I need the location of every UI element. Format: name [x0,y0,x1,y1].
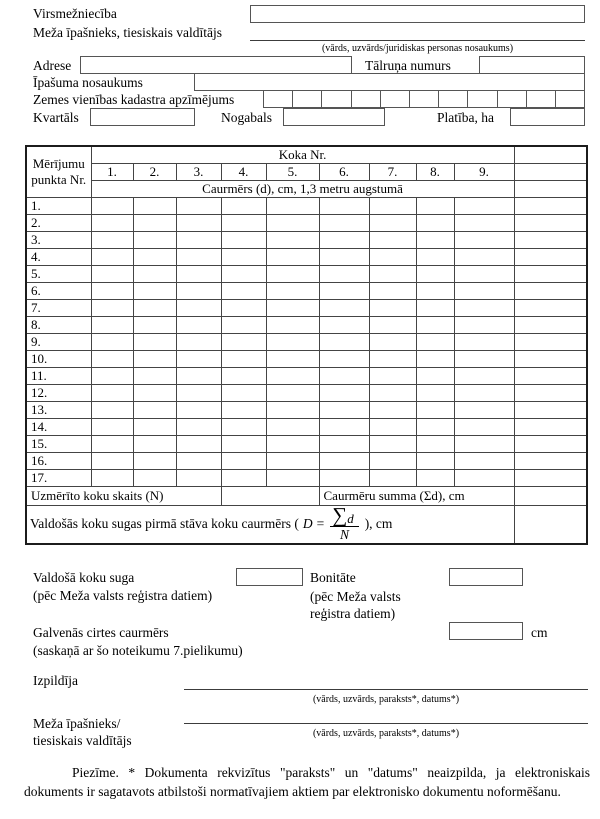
diameter-cell[interactable] [91,402,133,419]
diameter-cell[interactable] [454,266,514,283]
address-label: Adrese [33,58,72,73]
diameter-cell[interactable] [266,368,319,385]
formula-equals: = [316,516,325,532]
diameter-cell[interactable] [91,436,133,453]
diameter-cell[interactable] [369,300,416,317]
diameter-cell[interactable] [176,249,221,266]
diameter-cell[interactable] [133,351,176,368]
measure-point-label: 10. [26,351,91,368]
diameter-cell[interactable] [454,283,514,300]
extra-col-cell[interactable] [514,470,587,487]
extra-col-cell[interactable] [514,385,587,402]
diameter-cell[interactable] [91,198,133,215]
diameter-cell[interactable] [133,402,176,419]
diameter-cell[interactable] [91,300,133,317]
extra-col-cell[interactable] [514,300,587,317]
diameter-cell[interactable] [176,232,221,249]
cadastre-digit-boxes [263,90,585,108]
diameter-cell[interactable] [416,402,454,419]
diameter-cell[interactable] [133,249,176,266]
extra-col-cell[interactable] [514,419,587,436]
koka-col-header: 8. [416,164,454,181]
tree-count-cell[interactable] [221,487,319,506]
diameter-cell[interactable] [133,198,176,215]
dominant-species-label: Valdošā koku suga [33,570,135,585]
diameter-cell[interactable] [454,436,514,453]
diameter-cell[interactable] [133,215,176,232]
diameter-cell[interactable] [454,453,514,470]
kvartals-input[interactable] [90,108,195,126]
diameter-cell[interactable] [133,419,176,436]
diameter-cell[interactable] [369,266,416,283]
measure-point-label: 17. [26,470,91,487]
diameter-cell[interactable] [369,385,416,402]
diameter-cell[interactable] [369,215,416,232]
diameter-cell[interactable] [319,300,369,317]
diameter-cell[interactable] [319,436,369,453]
diameter-cell[interactable] [416,385,454,402]
extra-col-cell[interactable] [514,436,587,453]
cadastre-digit-box[interactable] [321,90,351,108]
extra-col-cell[interactable] [514,368,587,385]
diameter-cell[interactable] [221,283,266,300]
diameter-cell[interactable] [416,334,454,351]
diameter-cell[interactable] [319,232,369,249]
diameter-cell[interactable] [416,198,454,215]
diameter-cell[interactable] [454,300,514,317]
diameter-cell[interactable] [369,334,416,351]
cadastre-digit-box[interactable] [351,90,381,108]
extra-col-cell[interactable] [514,283,587,300]
diameter-cell[interactable] [91,266,133,283]
koka-col-header: 4. [221,164,266,181]
platiba-input[interactable] [510,108,585,126]
cadastre-digit-box[interactable] [263,90,293,108]
diameter-cell[interactable] [91,385,133,402]
measure-point-label: 1. [26,198,91,215]
diameter-cell[interactable] [454,334,514,351]
diameter-cell[interactable] [369,419,416,436]
diameter-cell[interactable] [369,283,416,300]
formula-text: Valdošās koku sugas pirmā stāva koku caurmērs ( [30,516,299,532]
diameter-cell[interactable] [416,368,454,385]
phone-label: Tālruņa numurs [365,58,451,73]
property-name-input[interactable] [194,73,585,91]
forest-owner-write-line[interactable] [250,23,585,41]
extra-col-cell[interactable] [514,402,587,419]
diameter-cell[interactable] [176,385,221,402]
diameter-cell[interactable] [266,453,319,470]
diameter-sum-cell[interactable] [514,487,587,506]
phone-input[interactable] [479,56,585,74]
cadastre-number-label: Zemes vienības kadastra apzīmējums [33,92,235,107]
diameter-cell[interactable] [319,419,369,436]
measure-point-label: 13. [26,402,91,419]
diameter-cell[interactable] [176,402,221,419]
diameter-cell[interactable] [176,453,221,470]
dominant-species-caption: (pēc Meža valsts reģistra datiem) [33,588,213,603]
diameter-cell[interactable] [266,334,319,351]
diameter-cell[interactable] [319,368,369,385]
diameter-cell[interactable] [416,351,454,368]
diameter-cell[interactable] [266,402,319,419]
diameter-cell[interactable] [266,300,319,317]
diameter-cell[interactable] [221,453,266,470]
diameter-cell[interactable] [133,385,176,402]
diameter-cell[interactable] [221,436,266,453]
diameter-cell[interactable] [266,249,319,266]
diameter-cell[interactable] [133,453,176,470]
extra-col-cell[interactable] [514,334,587,351]
sigma-icon: ∑ [332,505,348,528]
owner-signature-label-line1: Meža īpašnieks/ [33,716,121,731]
koka-col-header: 5. [266,164,319,181]
main-felling-diameter-label: Galvenās cirtes caurmērs [33,625,169,640]
diameter-cell[interactable] [176,215,221,232]
diameter-cell[interactable] [176,419,221,436]
diameter-cell[interactable] [266,198,319,215]
diameter-cell[interactable] [416,436,454,453]
diameter-cell[interactable] [133,436,176,453]
measure-point-label: 8. [26,317,91,334]
diameter-cell[interactable] [319,317,369,334]
diameter-cell[interactable] [319,334,369,351]
diameter-cell[interactable] [133,300,176,317]
diameter-cell[interactable] [454,368,514,385]
diameter-cell[interactable] [133,232,176,249]
diameter-cell[interactable] [266,351,319,368]
measure-point-label: 14. [26,419,91,436]
diameter-cell[interactable] [221,470,266,487]
measure-row [26,419,587,436]
diameter-cell[interactable] [454,419,514,436]
diameter-cell[interactable] [416,419,454,436]
diameter-cell[interactable] [416,266,454,283]
measure-row [26,334,587,351]
diameter-cell[interactable] [266,266,319,283]
extra-col-cell[interactable] [514,266,587,283]
diameter-cell[interactable] [176,317,221,334]
kvartals-label: Kvartāls [33,110,79,125]
koka-col-header: 2. [133,164,176,181]
diameter-cell[interactable] [369,402,416,419]
diameter-cell[interactable] [133,283,176,300]
diameter-cell[interactable] [454,232,514,249]
diameter-cell[interactable] [319,402,369,419]
diameter-cell[interactable] [319,385,369,402]
diameter-cell[interactable] [454,198,514,215]
diameter-cell[interactable] [266,470,319,487]
koka-col-header: 3. [176,164,221,181]
measure-row [26,317,587,334]
measure-row [26,436,587,453]
measure-point-label: 6. [26,283,91,300]
cadastre-digit-box[interactable] [497,90,527,108]
cadastre-digit-box[interactable] [380,90,410,108]
diameter-cell[interactable] [369,351,416,368]
owner-signature-label-line2: tiesiskais valdītājs [33,733,132,748]
diameter-cell[interactable] [266,283,319,300]
mean-diameter-formula-cell [26,506,514,544]
diameter-cell[interactable] [91,453,133,470]
measure-row [26,283,587,300]
main-felling-diameter-input[interactable] [449,622,523,640]
diameter-cell[interactable] [266,436,319,453]
extra-col-cell[interactable] [514,453,587,470]
measure-row [26,232,587,249]
diameter-cell[interactable] [176,470,221,487]
owner-signature-caption: (vārds, uzvārds, paraksts*, datums*) [312,728,460,739]
measure-point-label: 9. [26,334,91,351]
measure-row [26,368,587,385]
diameter-cell[interactable] [454,249,514,266]
diameter-cell[interactable] [454,385,514,402]
cadastre-digit-box[interactable] [555,90,585,108]
measure-row [26,453,587,470]
diameter-cell[interactable] [176,436,221,453]
forest-owner-caption: (vārds, uzvārds/juridiskas personas nosaukums) [321,43,514,54]
address-input[interactable] [80,56,352,74]
measure-point-label: 4. [26,249,91,266]
diameter-cell[interactable] [176,266,221,283]
diameter-cell[interactable] [221,334,266,351]
diameter-cell[interactable] [133,317,176,334]
diameter-cell[interactable] [416,249,454,266]
formula-numerator-d: d [347,510,354,526]
diameter-cell[interactable] [266,385,319,402]
diameter-cell[interactable] [176,351,221,368]
diameter-cell[interactable] [133,368,176,385]
forest-owner-label: Meža īpašnieks, tiesiskais valdītājs [33,25,222,40]
diameter-cell[interactable] [416,453,454,470]
diameter-cell[interactable] [416,317,454,334]
formula-denominator-N: N [339,526,349,542]
diameter-cell[interactable] [369,317,416,334]
diameter-cell[interactable] [369,232,416,249]
diameter-cell[interactable] [369,198,416,215]
diameter-cell[interactable] [319,249,369,266]
diameter-cell[interactable] [91,351,133,368]
diameter-cell[interactable] [221,317,266,334]
diameter-cell[interactable] [319,266,369,283]
diameter-cell[interactable] [319,283,369,300]
diameter-cell[interactable] [416,215,454,232]
formula-fraction [330,507,358,541]
diameter-cell[interactable] [221,198,266,215]
diameter-cell[interactable] [221,351,266,368]
diameter-cell[interactable] [221,266,266,283]
diameter-cell[interactable] [91,232,133,249]
virsmezniiciba-input[interactable] [250,5,585,23]
diameter-cell[interactable] [266,317,319,334]
bonitate-label: Bonitāte [310,570,356,585]
izpildija-label: Izpildīja [33,673,78,688]
diameter-cell[interactable] [176,334,221,351]
diameter-cell[interactable] [369,470,416,487]
nogabals-label: Nogabals [221,110,272,125]
diameter-cell[interactable] [416,300,454,317]
diameter-cell[interactable] [319,215,369,232]
koka-nr-header: Koka Nr. [91,146,514,164]
diameter-cell[interactable] [319,453,369,470]
platiba-label: Platība, ha [437,110,494,125]
izpildija-signature-caption: (vārds, uzvārds, paraksts*, datums*) [312,694,460,705]
formula-variable-D: D [302,516,313,532]
cadastre-digit-box[interactable] [526,90,556,108]
diameter-cell[interactable] [176,300,221,317]
measure-row [26,266,587,283]
extra-col-cell[interactable] [514,232,587,249]
diameter-cell[interactable] [416,232,454,249]
diameter-cell[interactable] [416,470,454,487]
cadastre-digit-box[interactable] [409,90,439,108]
owner-signature-line[interactable] [184,707,588,724]
diameter-cell[interactable] [319,198,369,215]
tree-diameter-table [25,145,588,545]
diameter-cell[interactable] [91,334,133,351]
izpildija-signature-line[interactable] [184,673,588,690]
caurmers-header: Caurmērs (d), cm, 1,3 metru augstumā [91,181,514,198]
diameter-cell[interactable] [91,283,133,300]
koka-col-header: 9. [454,164,514,181]
diameter-cell[interactable] [221,232,266,249]
extra-col-cell[interactable] [514,215,587,232]
koka-col-header: 1. [91,164,133,181]
koka-col-header: 6. [319,164,369,181]
corner-header: Mērījumu punkta Nr. [26,146,91,198]
diameter-cell[interactable] [416,283,454,300]
diameter-cell[interactable] [319,351,369,368]
diameter-cell[interactable] [454,351,514,368]
measure-row [26,470,587,487]
diameter-cell[interactable] [369,436,416,453]
koka-col-header: 7. [369,164,416,181]
nogabals-input[interactable] [283,108,385,126]
measure-row [26,215,587,232]
diameter-cell[interactable] [176,198,221,215]
extra-col-cell[interactable] [514,351,587,368]
diameter-cell[interactable] [266,215,319,232]
diameter-cell[interactable] [91,317,133,334]
diameter-sum-label: Caurmēru summa (Σd), cm [319,487,514,506]
diameter-cell[interactable] [266,419,319,436]
measure-point-label: 2. [26,215,91,232]
extra-col-cell[interactable] [514,249,587,266]
diameter-cell[interactable] [454,215,514,232]
measure-row [26,300,587,317]
dominant-species-input[interactable] [236,568,303,586]
diameter-cell[interactable] [91,470,133,487]
diameter-cell[interactable] [176,368,221,385]
extra-col-header [514,146,587,164]
measure-point-label: 16. [26,453,91,470]
bonitate-caption: (pēc Meža valsts reģistra datiem) [310,589,401,621]
cadastre-digit-box[interactable] [438,90,468,108]
diameter-cell[interactable] [91,368,133,385]
diameter-cell[interactable] [221,402,266,419]
main-felling-diameter-caption: (saskaņā ar šo noteikumu 7.pielikumu) [33,643,243,658]
diameter-cell[interactable] [369,453,416,470]
measure-row [26,385,587,402]
measure-row [26,402,587,419]
mean-diameter-cell[interactable] [514,506,587,544]
formula-suffix: ), cm [364,516,393,532]
diameter-cell[interactable] [454,317,514,334]
diameter-cell[interactable] [221,368,266,385]
tree-count-label: Uzmērīto koku skaits (N) [26,487,221,506]
diameter-cell[interactable] [221,215,266,232]
diameter-cell[interactable] [454,402,514,419]
cm-unit-label: cm [531,625,548,640]
measure-row [26,198,587,215]
diameter-cell[interactable] [133,266,176,283]
extra-col-cell[interactable] [514,198,587,215]
virsmezniiciba-label: Virsmežniecība [33,6,117,21]
measure-point-label: 3. [26,232,91,249]
diameter-cell[interactable] [91,249,133,266]
bonitate-input[interactable] [449,568,523,586]
diameter-cell[interactable] [221,300,266,317]
diameter-cell[interactable] [454,470,514,487]
footnote: Piezīme. * Dokumenta rekvizītus "paraksts" un "datums" neaizpilda, ja elektroniskais dokuments ir sagatavots atbilstoši normatīvajiem aktiem par elektronisko dokumentu noformēšanu. [24,765,590,799]
cadastre-digit-box[interactable] [292,90,322,108]
measure-point-label: 15. [26,436,91,453]
measure-point-label: 11. [26,368,91,385]
measure-point-label: 5. [26,266,91,283]
diameter-cell[interactable] [221,385,266,402]
extra-col-header [514,181,587,198]
diameter-cell[interactable] [91,215,133,232]
extra-col-header [514,164,587,181]
diameter-cell[interactable] [91,419,133,436]
diameter-cell[interactable] [176,283,221,300]
measure-point-label: 7. [26,300,91,317]
measure-row [26,249,587,266]
diameter-cell[interactable] [133,334,176,351]
diameter-cell[interactable] [369,249,416,266]
diameter-cell[interactable] [369,368,416,385]
diameter-cell[interactable] [221,249,266,266]
diameter-cell[interactable] [133,470,176,487]
extra-col-cell[interactable] [514,317,587,334]
measure-point-label: 12. [26,385,91,402]
diameter-cell[interactable] [266,232,319,249]
property-name-label: Īpašuma nosaukums [33,75,143,90]
diameter-cell[interactable] [221,419,266,436]
diameter-cell[interactable] [319,470,369,487]
measure-row [26,351,587,368]
cadastre-digit-box[interactable] [467,90,497,108]
